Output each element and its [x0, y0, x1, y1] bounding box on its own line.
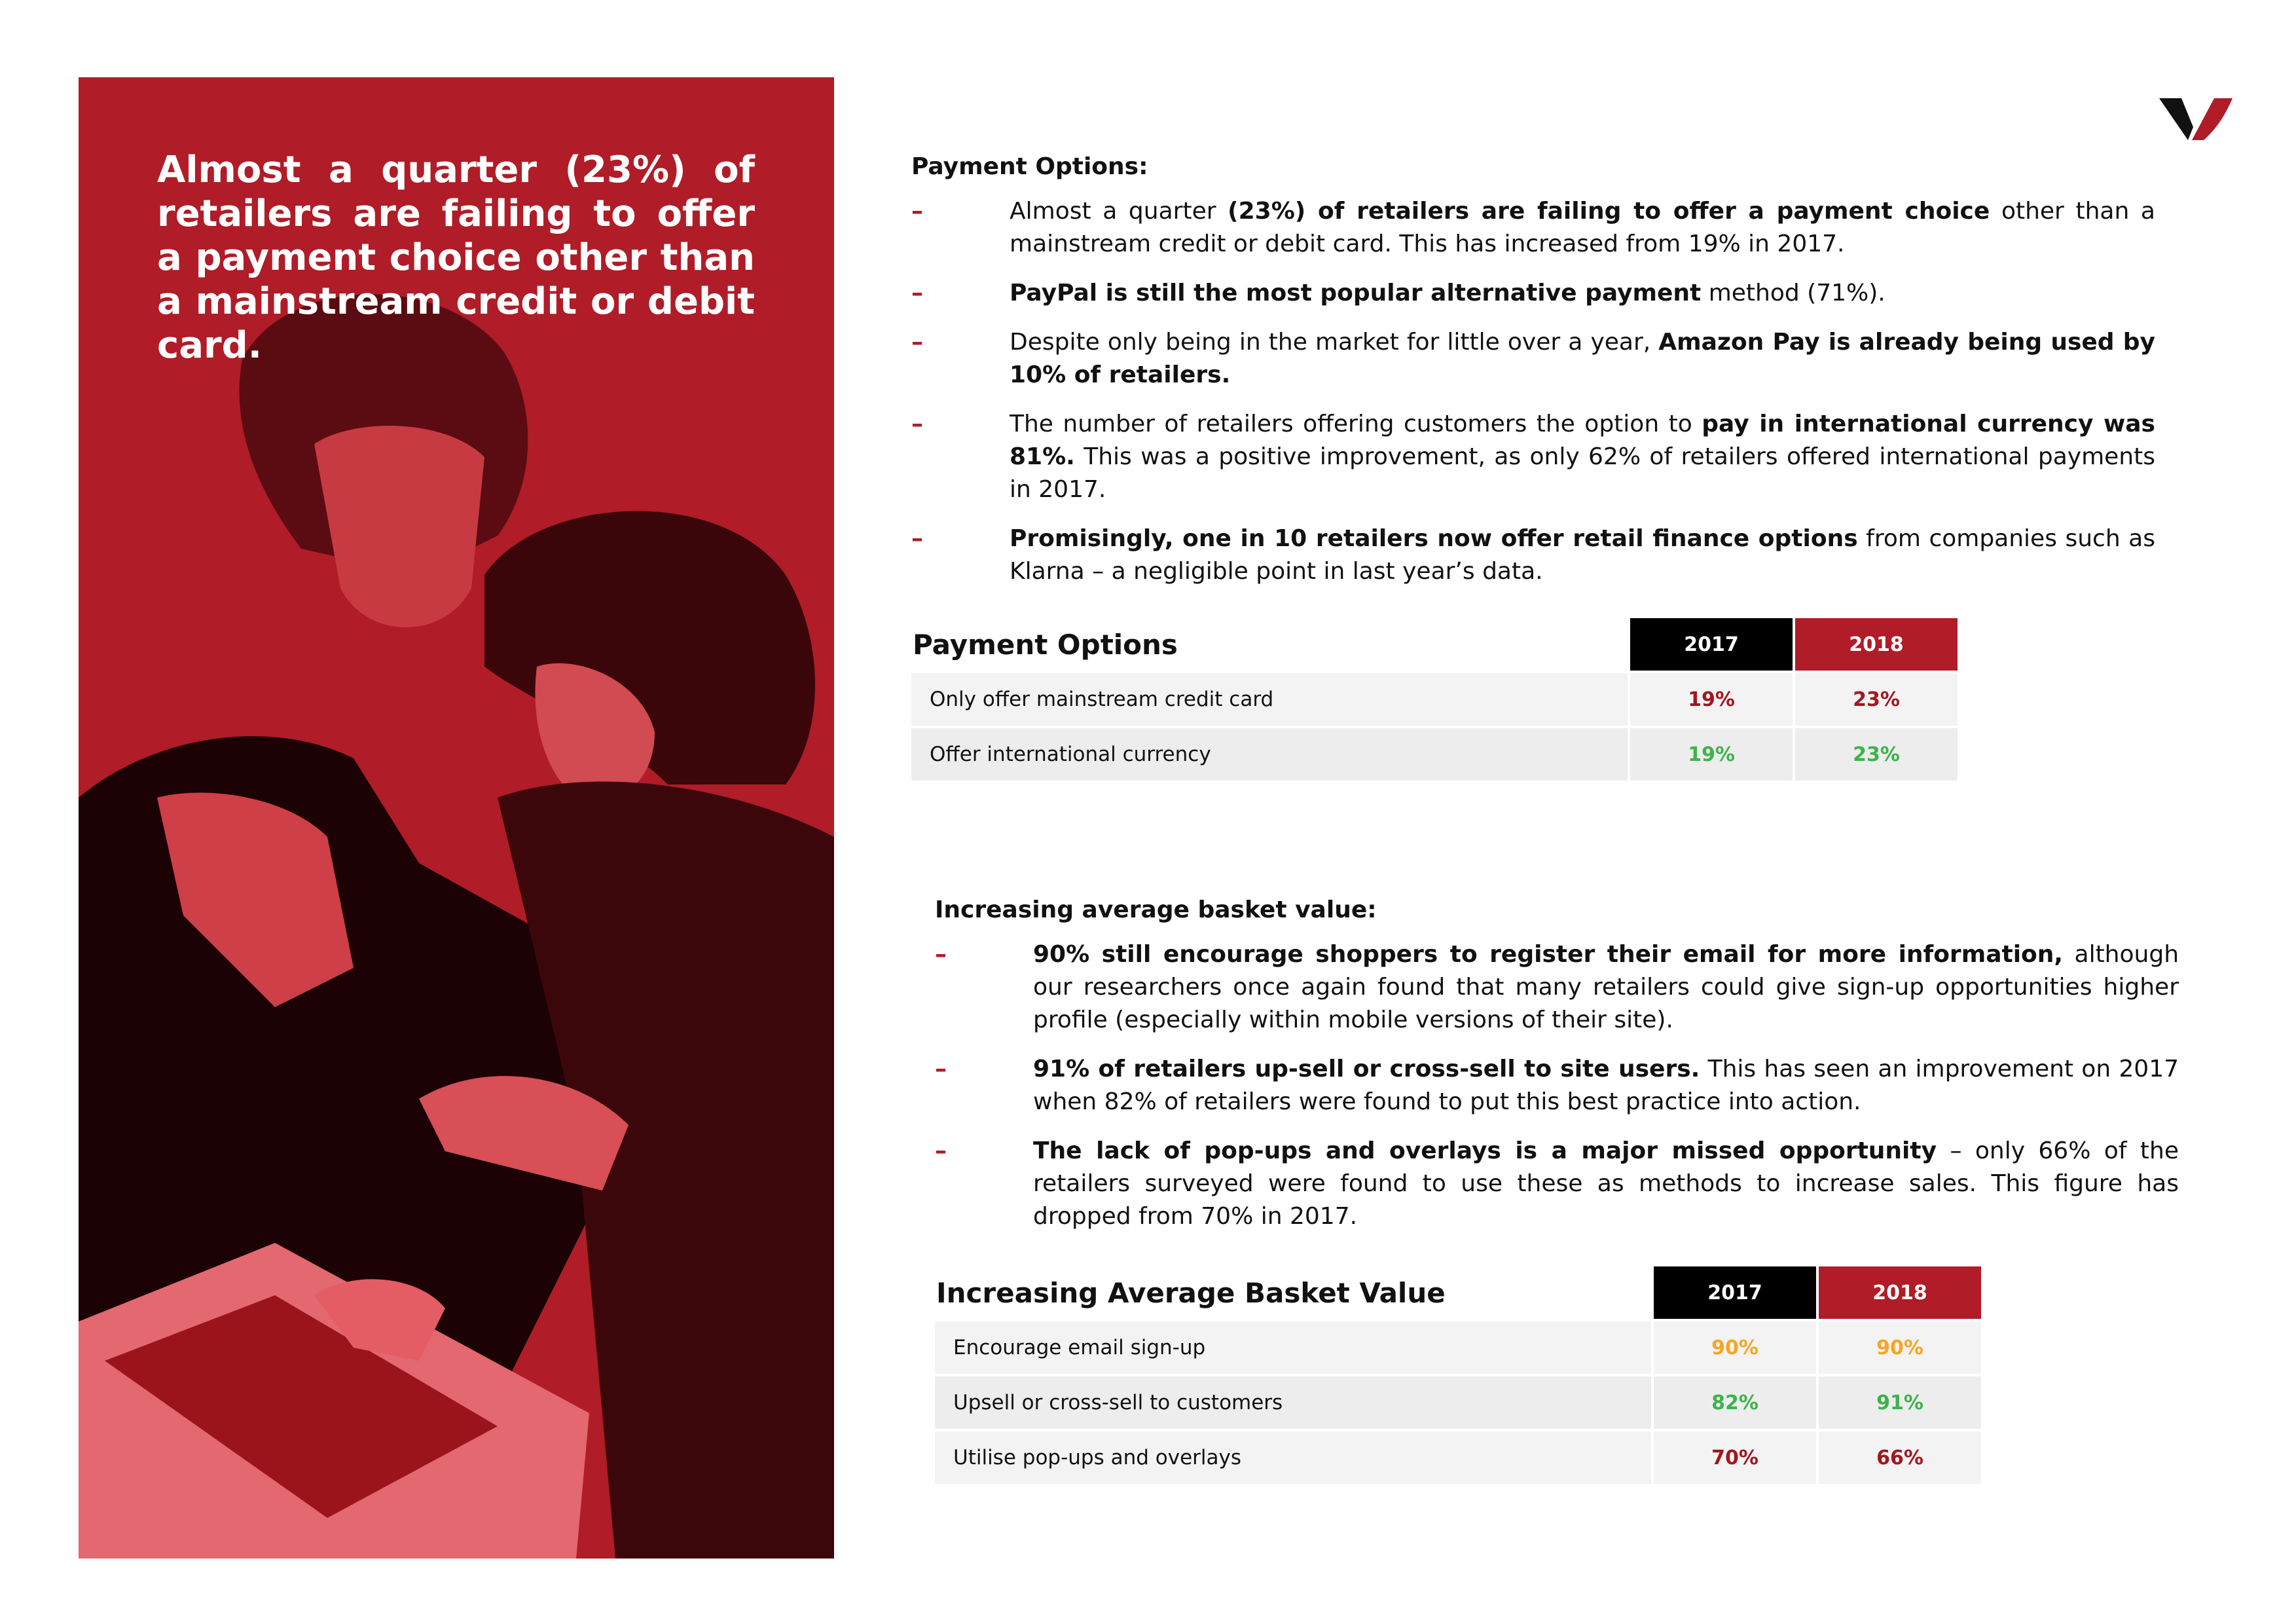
bullet-text: other than a mainstream credit or debit card. This has increased from 19% in 2017.: [1010, 198, 2155, 257]
value-2018: 23%: [1795, 728, 1958, 781]
row-label: Upsell or cross-sell to customers: [935, 1376, 1651, 1429]
value-2017: 90%: [1654, 1321, 1816, 1374]
value-2017: 82%: [1654, 1376, 1816, 1429]
bullet-text: Almost a quarter: [1010, 198, 1228, 225]
basket-value-list: [935, 938, 2179, 1233]
table-header-row: [911, 618, 1958, 671]
table-row: [911, 728, 1958, 781]
column-header-2018: 2018: [1795, 618, 1958, 671]
column-header-2017: 2017: [1630, 618, 1793, 671]
bullet-marker: –: [911, 411, 923, 437]
bullet-marker: –: [935, 1056, 947, 1082]
list-item: [911, 195, 2155, 261]
basket-value-table: [932, 1264, 1984, 1486]
bullet-text: Despite only being in the market for little over a year,: [1010, 329, 1659, 356]
list-item: [935, 1135, 2179, 1233]
bullet-text: although our researchers once again found that many retailers could give sign-up opportunities higher profile (especially within mobile versions of their site).: [1033, 941, 2179, 1033]
bullet-marker: –: [911, 280, 923, 306]
bullet-bold: 90% still encourage shoppers to register their email for more information,: [1033, 941, 2064, 968]
value-2018: 23%: [1795, 673, 1958, 726]
list-item: [911, 408, 2155, 506]
bullet-text: – only 66% of the retailers surveyed were found to use these as methods to increase sales. This figure has dropped from 70% in 2017.: [1033, 1137, 2179, 1230]
bullet-bold: The lack of pop-ups and overlays is a major missed opportunity: [1033, 1137, 1937, 1164]
table-row: [911, 673, 1958, 726]
value-2017: 19%: [1630, 728, 1793, 781]
bullet-marker: –: [935, 941, 947, 968]
table-header-row: [935, 1266, 1981, 1319]
bullet-bold: 91% of retailers up-sell or cross-sell to site users.: [1033, 1056, 1700, 1082]
value-2018: 66%: [1819, 1431, 1981, 1484]
row-label: Offer international currency: [911, 728, 1628, 781]
list-item: [911, 523, 2155, 588]
column-header-2017: 2017: [1654, 1266, 1816, 1319]
hero-panel: [79, 77, 834, 1559]
value-2017: 70%: [1654, 1431, 1816, 1484]
value-2017: 19%: [1630, 673, 1793, 726]
bullet-marker: –: [911, 525, 923, 552]
table-row: [935, 1431, 1981, 1484]
bullet-text: This was a positive improvement, as only 62% of retailers offered international payments in 2017.: [1010, 443, 2155, 503]
bullet-bold: pay in international currency was 81%.: [1010, 411, 2155, 470]
value-2018: 91%: [1819, 1376, 1981, 1429]
column-header-2018: 2018: [1819, 1266, 1981, 1319]
bullet-marker: –: [911, 198, 923, 225]
payment-options-heading: Payment Options:: [911, 153, 1148, 180]
payment-options-table: [909, 616, 1960, 783]
v-logo-icon: [2159, 97, 2232, 141]
table-row: [935, 1376, 1981, 1429]
basket-value-section: [935, 894, 2179, 1249]
list-item: [911, 326, 2155, 392]
list-item: [935, 1053, 2179, 1118]
bullet-text: from companies such as Klarna – a negligible point in last year’s data.: [1010, 525, 2155, 585]
payment-options-list: [911, 195, 2155, 588]
bullet-marker: –: [911, 329, 923, 356]
payment-options-section: [911, 151, 2155, 604]
bullet-text: method (71%).: [1701, 280, 1886, 306]
table-title: Payment Options: [913, 628, 1178, 661]
list-item: [935, 938, 2179, 1037]
bullet-bold: Promisingly, one in 10 retailers now offer retail finance options: [1010, 525, 1858, 552]
table-row: [935, 1321, 1981, 1374]
table-title: Increasing Average Basket Value: [936, 1276, 1446, 1309]
list-item: [911, 277, 2155, 310]
bullet-bold: (23%) of retailers are failing to offer a payment choice: [1228, 198, 1990, 225]
bullet-text: This has seen an improvement on 2017 when 82% of retailers were found to put this best practice into action.: [1033, 1056, 2179, 1115]
basket-value-heading: Increasing average basket value:: [935, 896, 1377, 923]
bullet-bold: PayPal is still the most popular alternative payment: [1010, 280, 1702, 306]
hero-quote: Almost a quarter (23%) of retailers are failing to offer a payment choice other than a mainstream credit or debit card.: [157, 149, 755, 367]
bullet-marker: –: [935, 1137, 947, 1164]
bullet-text: The number of retailers offering customers the option to: [1010, 411, 1702, 437]
row-label: Utilise pop-ups and overlays: [935, 1431, 1651, 1484]
bullet-bold: Amazon Pay is already being used by 10% of retailers.: [1010, 329, 2155, 388]
value-2018: 90%: [1819, 1321, 1981, 1374]
row-label: Encourage email sign-up: [935, 1321, 1651, 1374]
row-label: Only offer mainstream credit card: [911, 673, 1628, 726]
